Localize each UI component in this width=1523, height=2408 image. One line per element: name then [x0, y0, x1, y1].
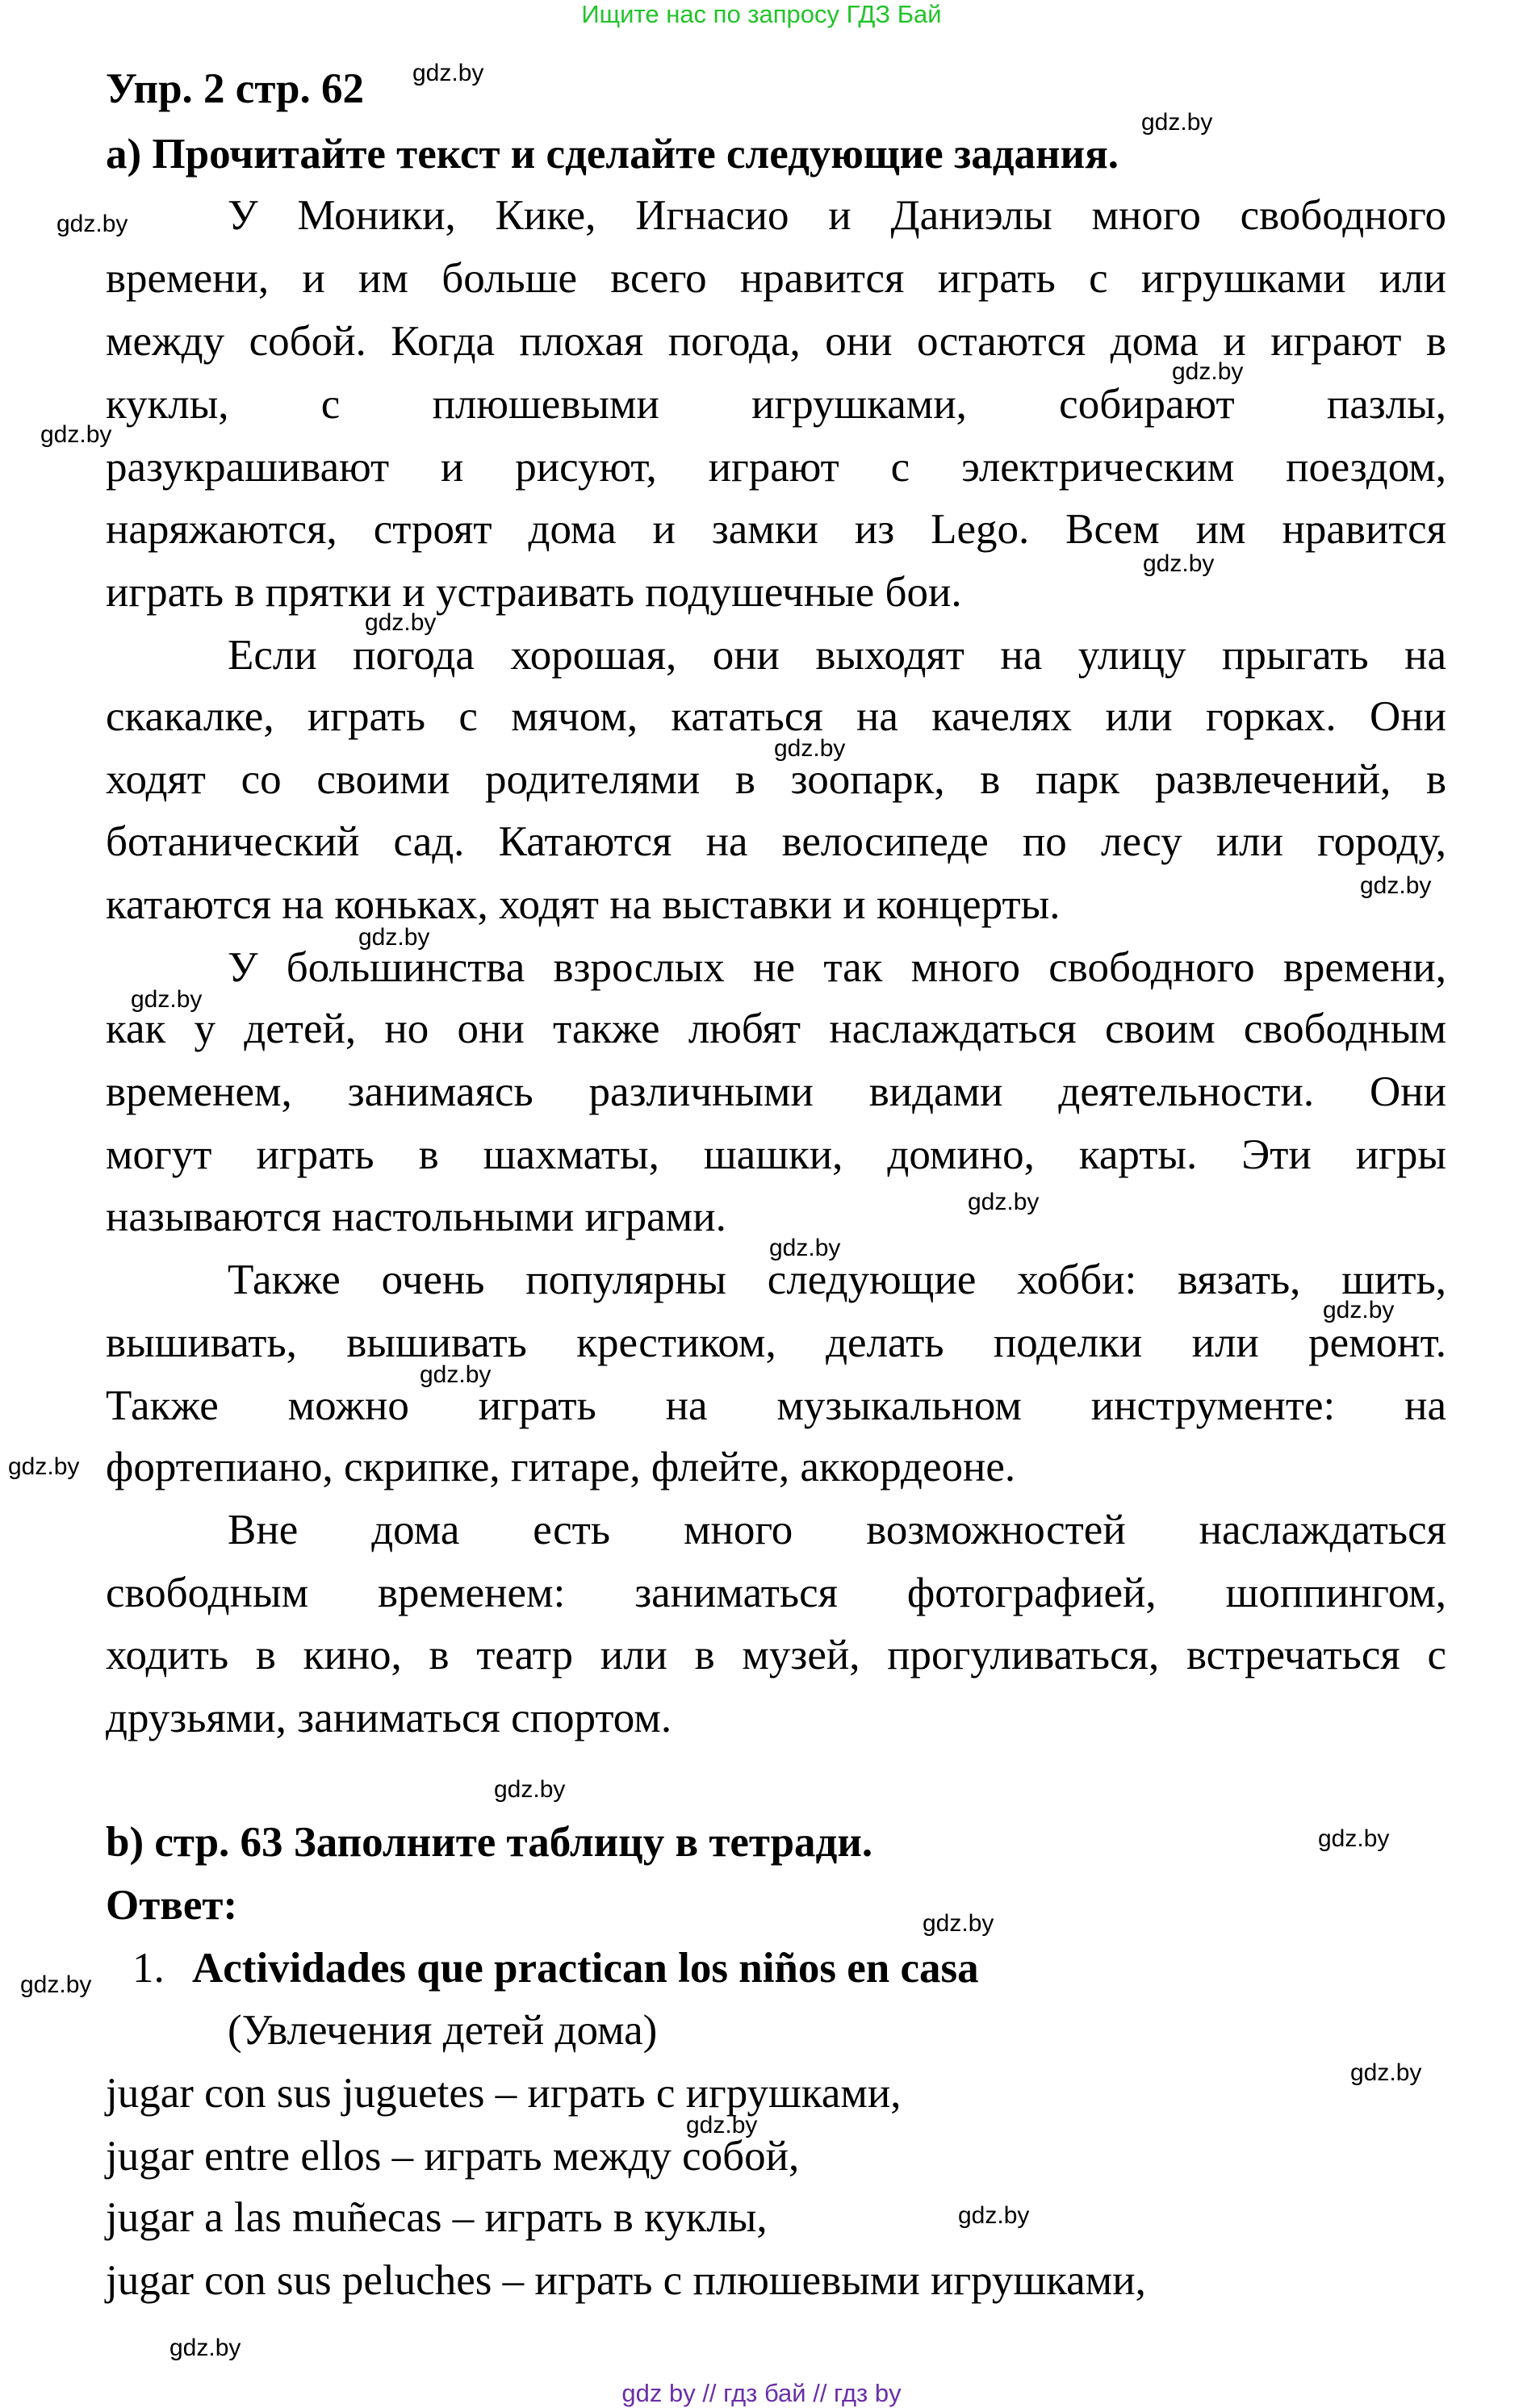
watermark: gdz.by [1172, 358, 1244, 385]
watermark: gdz.by [686, 2112, 758, 2138]
watermark: gdz.by [923, 1910, 994, 1937]
watermark: gdz.by [169, 2335, 241, 2361]
watermark: gdz.by [56, 211, 128, 237]
watermark: gdz.by [1323, 1297, 1395, 1323]
watermark: gdz.by [1360, 872, 1432, 899]
answer-item: jugar con sus peluches – играть с плюшевыми игрушками, [106, 2257, 1146, 2304]
text-line: называются настольными играми. [106, 1194, 726, 1240]
watermark: gdz.by [769, 1235, 841, 1261]
text-line: ходить в кино, в театр или в музей, прогуливаться, встречаться с [106, 1632, 1446, 1678]
text-line: куклы, с плюшевыми игрушками, собирают пазлы, [106, 381, 1446, 428]
task-a-heading: а) Прочитайте текст и сделайте следующие задания. [106, 131, 1119, 178]
text-line: У Моники, Кике, Игнасио и Даниэлы много свободного [228, 192, 1446, 239]
watermark: gdz.by [8, 1453, 80, 1480]
watermark: gdz.by [20, 1971, 92, 1998]
watermark: gdz.by [420, 1361, 492, 1388]
watermark: gdz.by [1141, 109, 1213, 136]
answer-item: jugar entre ellos – играть между собой, [106, 2133, 800, 2180]
text-line: между собой. Когда плохая погода, они остаются дома и играют в [106, 318, 1446, 365]
watermark: gdz.by [774, 735, 846, 762]
answer-item: jugar con sus juguetes – играть с игрушками, [106, 2070, 902, 2117]
text-line: Также можно играть на музыкальном инструменте: на [106, 1382, 1446, 1429]
watermark: gdz.by [968, 1189, 1040, 1215]
watermark: gdz.by [358, 924, 430, 951]
exercise-title: Упр. 2 стр. 62 [106, 65, 364, 112]
text-line: У большинства взрослых не так много свободного времени, [228, 944, 1446, 991]
answer-subheading: (Увлечения детей дома) [228, 2007, 658, 2054]
search-banner[interactable]: Ищите нас по запросу ГДЗ Бай [581, 0, 942, 28]
text-line: Также очень популярны следующие хобби: вязать, шить, [228, 1256, 1446, 1303]
task-b-heading: b) стр. 63 Заполните таблицу в тетради. [106, 1819, 873, 1866]
text-line: могут играть в шахматы, шашки, домино, карты. Эти игры [106, 1131, 1446, 1178]
text-line: как у детей, но они также любят наслаждаться своим свободным [106, 1005, 1446, 1052]
watermark: gdz.by [494, 1776, 566, 1803]
text-line: играть в прятки и устраивать подушечные бои. [106, 569, 962, 616]
text-line: наряжаются, строят дома и замки из Lego. Всем им нравится [106, 506, 1446, 553]
text-line: катаются на коньках, ходят на выставки и концерты. [106, 881, 1061, 928]
text-line: ботанический сад. Катаются на велосипеде по лесу или городу, [106, 818, 1446, 865]
watermark: gdz.by [40, 421, 112, 448]
text-line: скакалке, играть с мячом, кататься на качелях или горках. Они [106, 693, 1446, 740]
text-line: фортепиано, скрипке, гитаре, флейте, аккордеоне. [106, 1444, 1016, 1490]
text-line: Вне дома есть много возможностей наслаждаться [228, 1507, 1446, 1553]
watermark: gdz.by [1318, 1825, 1390, 1852]
text-line: Если погода хорошая, они выходят на улицу прыгать на [228, 632, 1446, 679]
text-line: вышивать, вышивать крестиком, делать поделки или ремонт. [106, 1319, 1446, 1366]
watermark: gdz.by [365, 609, 437, 636]
text-line: свободным временем: заниматься фотографией, шоппингом, [106, 1570, 1446, 1616]
text-line: ходят со своими родителями в зоопарк, в парк развлечений, в [106, 756, 1446, 803]
answer-heading: Actividades que practican los niños en casa [192, 1945, 979, 1992]
answer-item: jugar a las muñecas – играть в куклы, [106, 2194, 768, 2241]
answer-label: Ответ: [106, 1882, 238, 1929]
footer-links[interactable]: gdz by // гдз бай // гдз by [621, 2379, 902, 2407]
text-line: разукрашивают и рисуют, играют с электрическим поездом, [106, 444, 1446, 491]
text-line: времени, и им больше всего нравится играть с игрушками или [106, 255, 1446, 302]
watermark: gdz.by [958, 2202, 1030, 2229]
text-line: друзьями, заниматься спортом. [106, 1695, 672, 1741]
watermark: gdz.by [1143, 550, 1215, 577]
watermark: gdz.by [412, 60, 484, 86]
answer-number: 1. [132, 1945, 165, 1992]
text-line: временем, занимаясь различными видами деятельности. Они [106, 1068, 1446, 1115]
watermark: gdz.by [1350, 2059, 1422, 2086]
watermark: gdz.by [131, 986, 203, 1013]
